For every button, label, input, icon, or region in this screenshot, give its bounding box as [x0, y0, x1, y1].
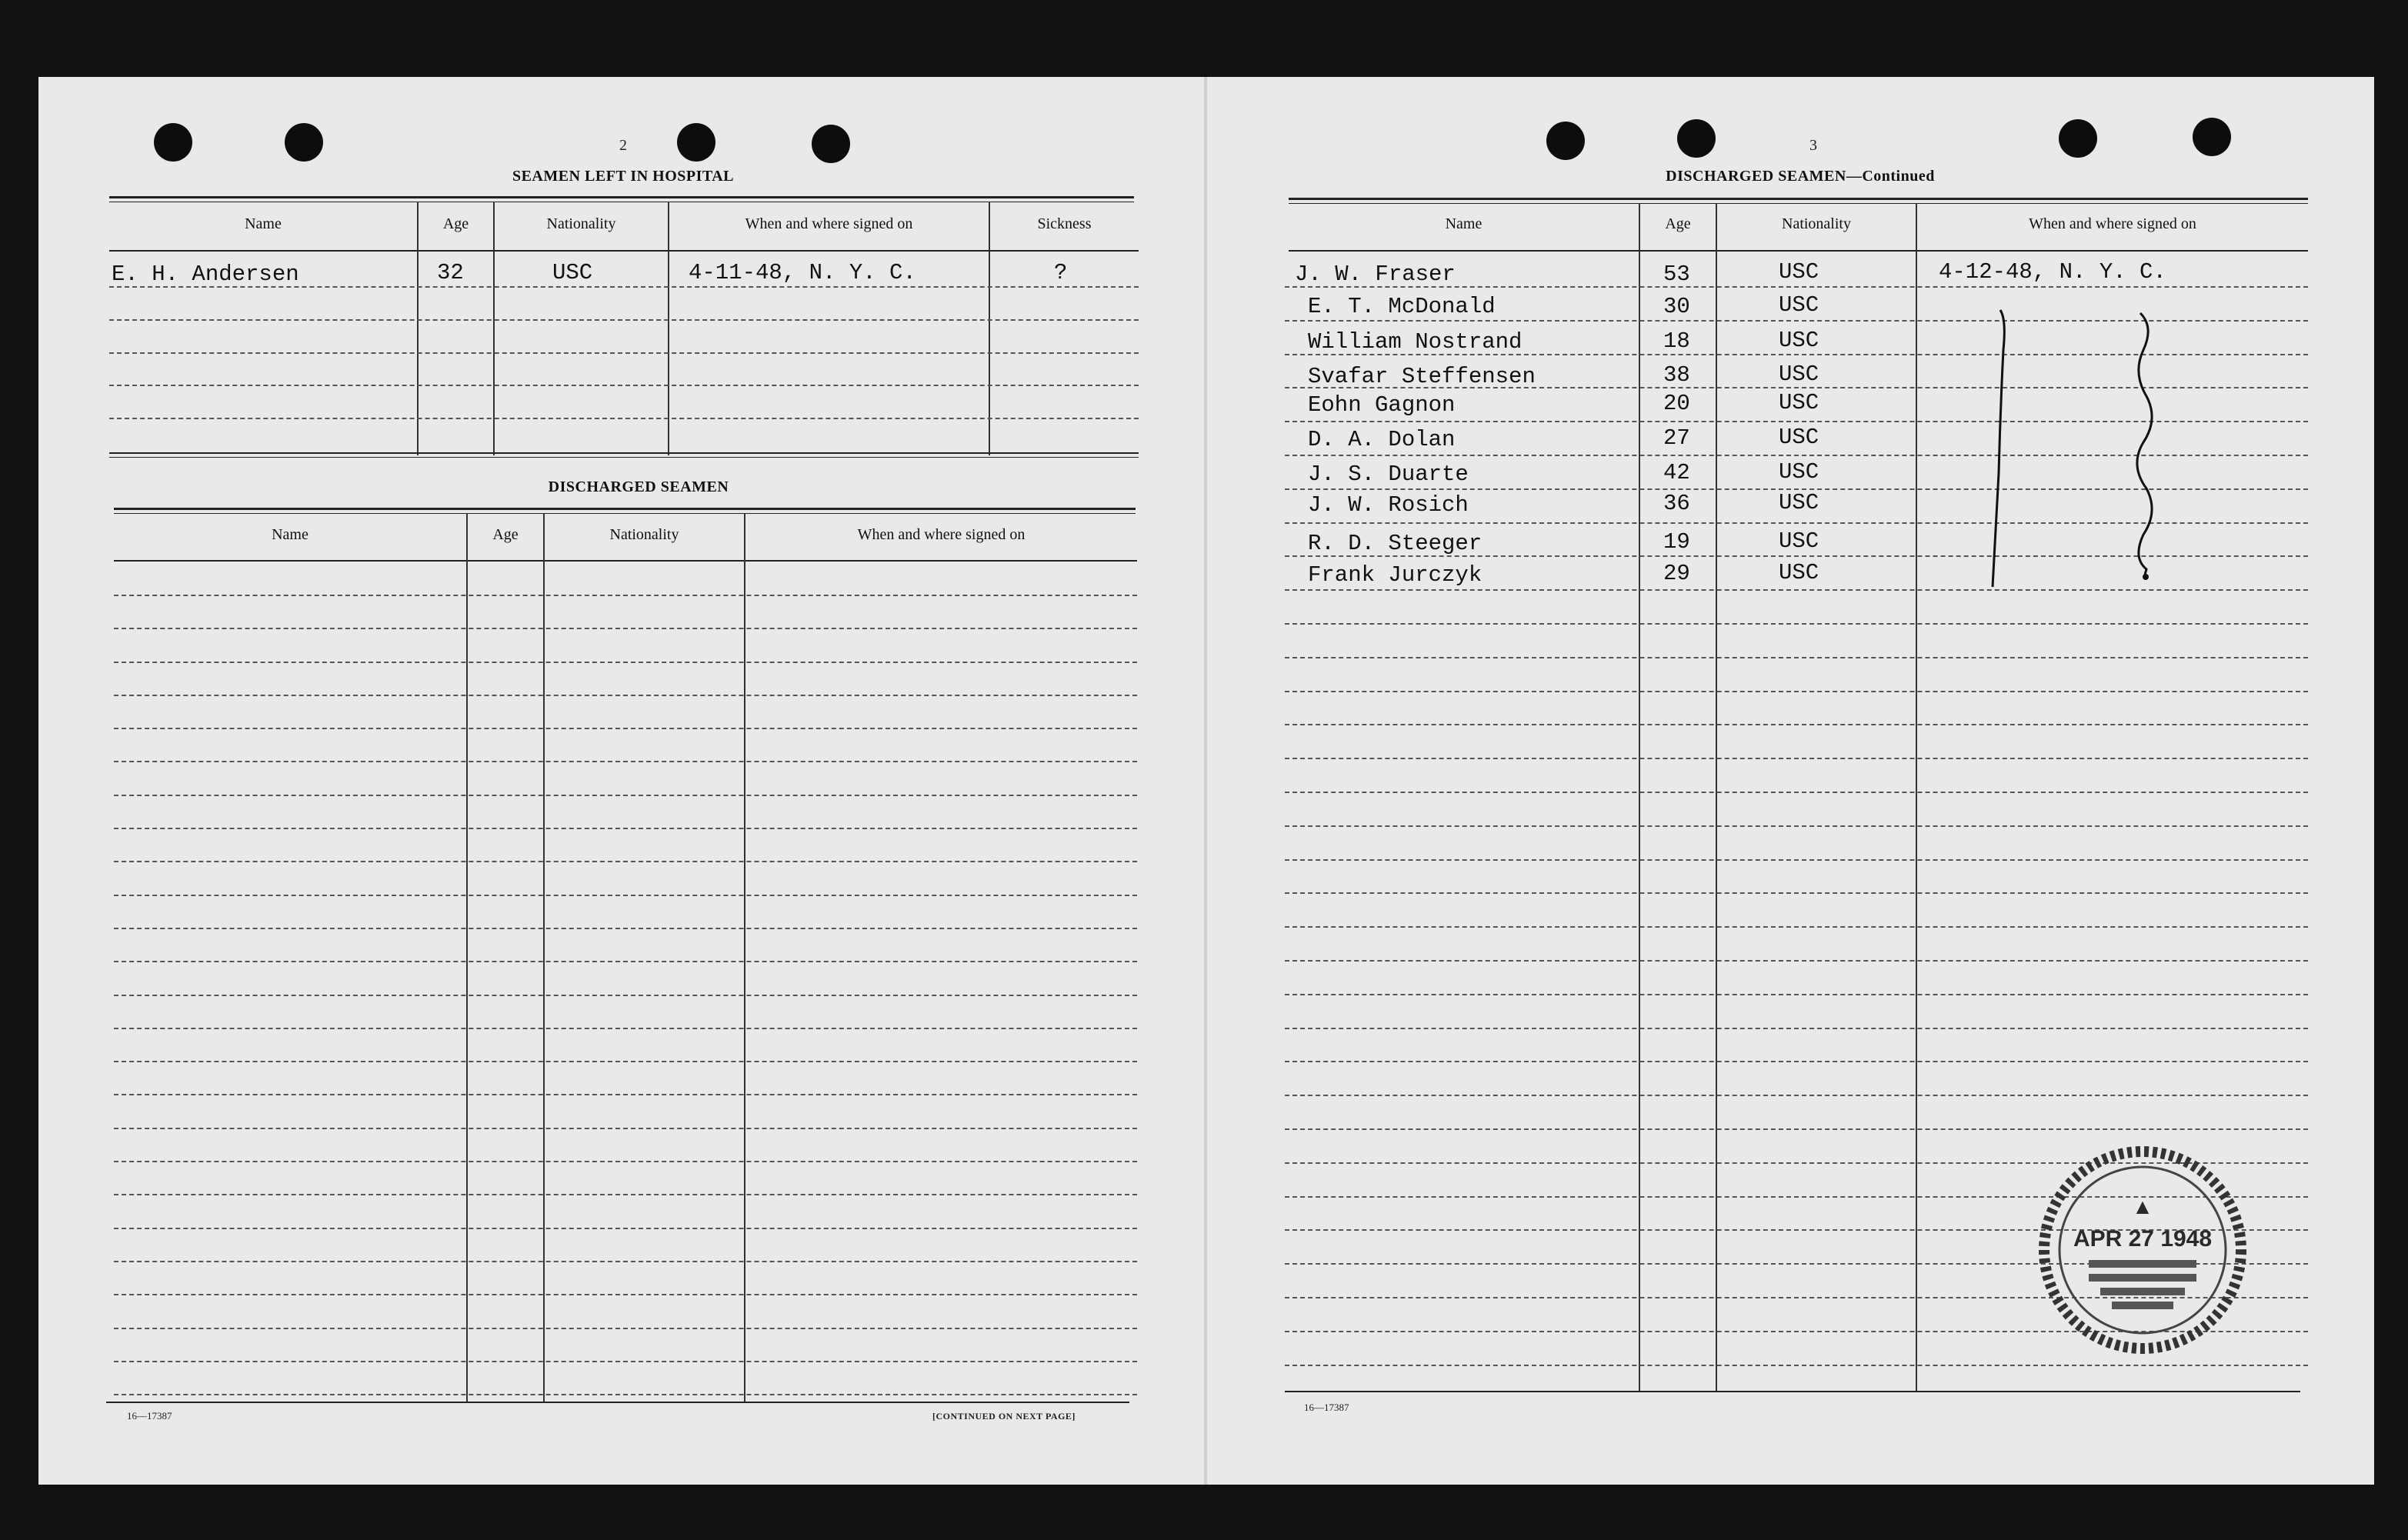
form-row-line: [114, 1028, 1137, 1029]
form-row-line: [1285, 960, 2308, 962]
seaman-name: Eohn Gagnon: [1308, 392, 1456, 418]
form-row-line: [114, 695, 1137, 696]
form-row-line: [1285, 1028, 2308, 1029]
punch-hole: [2059, 119, 2097, 158]
right-top-rule-thin: [1289, 203, 2308, 204]
seaman-nationality: USC: [1779, 459, 1819, 485]
hospital-header-rule: [109, 250, 1139, 252]
seaman-age: 29: [1663, 561, 1690, 586]
hospital-bottom-rule: [109, 452, 1139, 454]
form-row-line: [114, 1094, 1137, 1095]
seaman-age: 18: [1663, 328, 1690, 354]
punch-hole: [1546, 122, 1585, 160]
right-col-divider: [1916, 203, 1917, 1392]
seaman-age: 27: [1663, 425, 1690, 451]
right-header-name: Name: [1445, 215, 1482, 232]
seaman-age: 20: [1663, 391, 1690, 416]
seaman-nationality: USC: [1779, 490, 1819, 515]
right-header-age: Age: [1665, 215, 1691, 232]
seaman-name: J. S. Duarte: [1308, 462, 1469, 487]
hospital-entry-nationality: USC: [552, 260, 593, 285]
seaman-age: 19: [1663, 529, 1690, 555]
seaman-age: 53: [1663, 262, 1690, 287]
hospital-row-line: [109, 418, 1139, 419]
discharged-header-rule: [114, 560, 1137, 562]
form-row-line: [114, 1294, 1137, 1295]
seaman-nationality: USC: [1779, 528, 1819, 554]
form-row-line: [1285, 1365, 2308, 1366]
right-header-signed-on: When and where signed on: [2029, 215, 2196, 232]
punch-hole: [677, 123, 715, 162]
form-row-line: [114, 1194, 1137, 1195]
form-row-line: [1285, 623, 2308, 625]
seaman-name: J. W. Rosich: [1308, 492, 1469, 518]
received-stamp: [2039, 1146, 2246, 1354]
page-number-left: 2: [619, 137, 627, 154]
form-row-line: [1285, 758, 2308, 759]
seaman-age: 42: [1663, 460, 1690, 485]
seaman-name: Svafar Steffensen: [1308, 364, 1536, 389]
hospital-top-rule: [109, 196, 1134, 198]
form-row-line: [114, 995, 1137, 996]
punch-hole: [1677, 119, 1716, 158]
form-row-line: [1285, 1061, 2308, 1062]
form-row-line: [1285, 657, 2308, 658]
right-header-nationality: Nationality: [1782, 215, 1851, 232]
form-row-line: [114, 961, 1137, 962]
right-bottom-rule: [1285, 1391, 2300, 1392]
discharged-header-age: Age: [492, 526, 519, 543]
form-row-line: [114, 1361, 1137, 1362]
form-row-line: [1285, 825, 2308, 827]
form-row-line: [114, 1261, 1137, 1262]
seaman-nationality: USC: [1779, 328, 1819, 353]
punch-hole: [2193, 118, 2231, 156]
seaman-nationality: USC: [1779, 560, 1819, 585]
seaman-nationality: USC: [1779, 259, 1819, 285]
seaman-nationality: USC: [1779, 292, 1819, 318]
discharged-col-divider: [744, 513, 745, 1403]
hospital-row-line: [109, 385, 1139, 386]
form-row-line: [114, 1061, 1137, 1062]
seaman-nationality: USC: [1779, 362, 1819, 387]
discharged-header-name: Name: [272, 526, 309, 543]
seaman-name: J. W. Fraser: [1295, 262, 1456, 287]
stamp-date: APR 27 1948: [2073, 1226, 2213, 1252]
form-row-line: [1285, 892, 2308, 894]
form-row-line: [1285, 724, 2308, 725]
punch-hole: [812, 125, 850, 163]
form-row-line: [114, 1228, 1137, 1229]
form-row-line: [114, 595, 1137, 596]
seaman-age: 30: [1663, 294, 1690, 319]
hospital-header-sickness: Sickness: [1037, 215, 1092, 232]
seaman-name: D. A. Dolan: [1308, 427, 1456, 452]
form-row-line: [114, 761, 1137, 762]
seaman-age: 38: [1663, 362, 1690, 388]
seaman-nationality: USC: [1779, 425, 1819, 450]
hospital-row-line: [109, 319, 1139, 321]
hospital-header-nationality: Nationality: [546, 215, 616, 232]
punch-hole: [154, 123, 192, 162]
discharged-bottom-rule: [106, 1402, 1129, 1403]
form-row-line: [1285, 1095, 2308, 1096]
form-row-line: [114, 895, 1137, 896]
seaman-name: E. T. McDonald: [1308, 294, 1496, 319]
discharged-continued-title: [1569, 168, 2031, 185]
hospital-header-name: Name: [245, 215, 282, 232]
svg-text:▲: ▲: [2132, 1195, 2153, 1218]
hospital-bottom-rule-thin: [109, 457, 1139, 458]
hospital-entry-name: E. H. Andersen: [112, 262, 299, 287]
form-row-line: [114, 1161, 1137, 1162]
page-fold: [1204, 77, 1207, 1485]
form-row-line: [114, 628, 1137, 629]
hospital-section-title: SEAMEN LEFT IN HOSPITAL: [512, 168, 735, 185]
discharged-header-nationality: Nationality: [609, 526, 679, 543]
form-row-line: [1285, 926, 2308, 928]
form-row-line: [114, 1394, 1137, 1395]
hospital-entry-sickness: ?: [1054, 260, 1068, 285]
discharged-top-rule: [114, 508, 1136, 510]
right-header-rule: [1289, 250, 2308, 252]
continued-note: [CONTINUED ON NEXT PAGE]: [932, 1411, 1076, 1422]
form-row-line: [1285, 994, 2308, 995]
seaman-nationality: USC: [1779, 390, 1819, 415]
form-row-line: [1285, 1128, 2308, 1130]
discharged-col-divider: [543, 513, 545, 1403]
form-row-line: [114, 728, 1137, 729]
right-top-rule: [1289, 198, 2308, 200]
punch-hole: [285, 123, 323, 162]
right-col-divider: [1639, 203, 1640, 1392]
form-row-line: [114, 1328, 1137, 1329]
discharged-col-divider: [466, 513, 468, 1403]
right-col-divider: [1716, 203, 1717, 1392]
seaman-age: 36: [1663, 491, 1690, 516]
hospital-row-line: [109, 352, 1139, 354]
seaman-signed-on: 4-12-48, N. Y. C.: [1939, 259, 2166, 285]
form-row-line: [114, 928, 1137, 929]
discharged-continued-title-suffix: —Continued: [1846, 168, 1935, 185]
hospital-header-signed-on: When and where signed on: [745, 215, 913, 232]
seaman-name: R. D. Steeger: [1308, 531, 1482, 556]
hospital-entry-signed-on: 4-11-48, N. Y. C.: [689, 260, 916, 285]
form-row-line: [1285, 859, 2308, 861]
form-row-line: [114, 1128, 1137, 1129]
discharged-top-rule-thin: [114, 513, 1136, 514]
form-row-line: [1285, 792, 2308, 793]
form-row-line: [114, 795, 1137, 796]
discharged-section-title: DISCHARGED SEAMEN: [548, 478, 729, 495]
seaman-name: William Nostrand: [1308, 329, 1523, 355]
form-row-line: [1285, 691, 2308, 692]
form-number-right: 16—17387: [1304, 1402, 1349, 1413]
hospital-entry-age: 32: [437, 260, 464, 285]
ditto-marks: [1969, 304, 2170, 596]
discharged-continued-title-main: DISCHARGED SEAMEN: [1666, 168, 1846, 185]
discharged-header-signed-on: When and where signed on: [857, 526, 1026, 543]
seaman-name: Frank Jurczyk: [1308, 562, 1482, 588]
form-row-line: [114, 828, 1137, 829]
form-number-left: 16—17387: [127, 1410, 172, 1422]
form-row-line: [114, 861, 1137, 862]
hospital-header-age: Age: [442, 215, 469, 232]
form-row-line: [114, 662, 1137, 663]
page-number-right: 3: [1809, 137, 1817, 154]
